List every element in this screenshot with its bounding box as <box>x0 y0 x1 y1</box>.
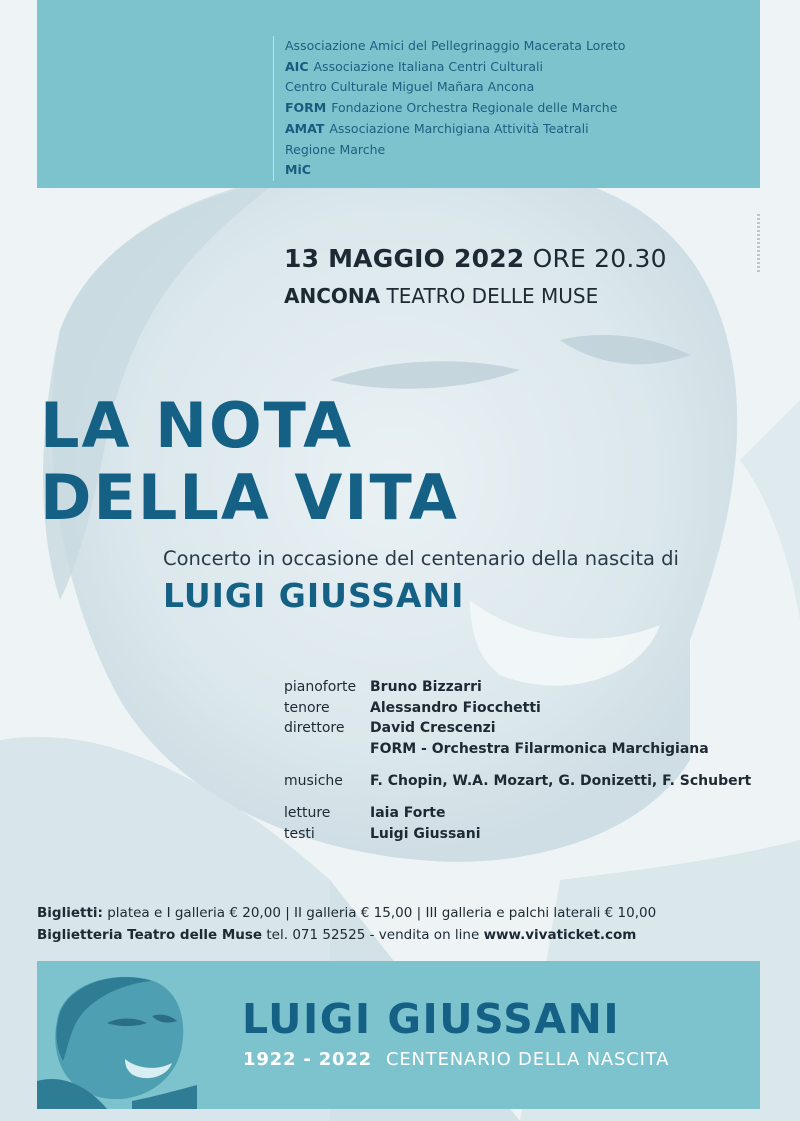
footer-band <box>37 961 760 1109</box>
footer-caption: CENTENARIO DELLA NASCITA <box>386 1049 670 1070</box>
box-office: Biglietteria Teatro delle Muse tel. 071 52525 - vendita on line www.vivaticket.com <box>37 927 637 943</box>
organizer-line: AIC Associazione Italiana Centri Culturali <box>285 58 543 74</box>
reading-row: letture Iaia Forte <box>284 805 446 821</box>
ticket-prices: Biglietti: platea e I galleria € 20,00 | II galleria € 15,00 | III galleria e palchi laterali € 10,00 <box>37 905 657 921</box>
performer-row: tenore Alessandro Fiocchetti <box>284 699 541 716</box>
event-date: 13 MAGGIO 2022 <box>284 244 525 273</box>
event-venue-name: TEATRO DELLE MUSE <box>386 284 599 308</box>
readings-list <box>284 803 481 844</box>
organizer-line: FORM Fondazione Orchestra Regionale delle Marche <box>285 100 618 116</box>
event-date-time <box>284 244 667 273</box>
organizer-line: MiC <box>285 162 311 178</box>
event-city: ANCONA <box>284 284 381 308</box>
performers-list <box>284 677 709 759</box>
concert-title <box>40 390 459 534</box>
portrait-thumbnail-image <box>37 961 197 1109</box>
honoree-name: LUIGI GIUSSANI <box>163 576 465 615</box>
performer-row: direttore David Crescenzi <box>284 720 496 736</box>
title-line-1: LA NOTA <box>40 389 354 462</box>
footer-years: 1922 - 2022 <box>243 1049 372 1070</box>
performer-row: pianoforte Bruno Bizzarri <box>284 679 482 695</box>
event-time: ORE 20.30 <box>532 244 667 273</box>
organizer-line: Regione Marche <box>285 141 386 157</box>
reading-row: testi Luigi Giussani <box>284 825 481 842</box>
organizers-list <box>273 36 625 181</box>
side-print-mark <box>757 214 760 272</box>
footer-honoree-name: LUIGI GIUSSANI <box>242 995 621 1043</box>
organizer-line: AMAT Associazione Marchigiana Attività Teatrali <box>285 120 589 136</box>
music-program: musiche F. Chopin, W.A. Mozart, G. Donizetti, F. Schubert <box>284 773 752 789</box>
organizer-line: Centro Culturale Miguel Mañara Ancona <box>285 79 535 95</box>
performer-row: FORM - Orchestra Filarmonica Marchigiana <box>370 740 709 757</box>
website-link[interactable]: www.vivaticket.com <box>483 927 637 943</box>
title-line-2: DELLA VITA <box>40 461 459 534</box>
concert-subtitle: Concerto in occasione del centenario della nascita di <box>163 547 679 570</box>
event-venue <box>284 284 598 308</box>
ticket-info <box>37 902 656 946</box>
organizer-line: Associazione Amici del Pellegrinaggio Macerata Loreto <box>285 38 626 53</box>
footer-centenary <box>243 1049 669 1070</box>
